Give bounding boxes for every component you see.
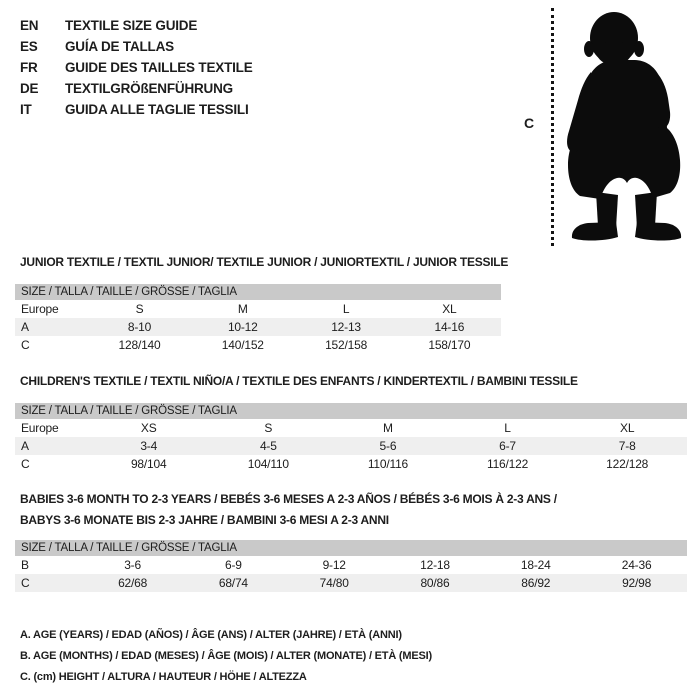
size-cell: 9-12 — [322, 558, 346, 572]
table-row — [15, 574, 687, 592]
junior-size-table — [15, 284, 501, 354]
toddler-silhouette-icon — [560, 2, 700, 245]
size-cell: 5-6 — [328, 437, 448, 455]
size-cell: 7-8 — [567, 437, 687, 455]
language-code: FR — [20, 60, 38, 75]
language-title: TEXTILE SIZE GUIDE — [65, 18, 198, 33]
section-title-line: CHILDREN'S TEXTILE / TEXTIL NIÑO/A / TEXTILE DES ENFANTS / KINDERTEXTIL / BAMBINI TESSILE — [20, 374, 578, 388]
size-cell: 122/128 — [606, 457, 649, 471]
size-cell: XL — [620, 421, 635, 435]
size-cell: 62/68 — [82, 574, 183, 592]
size-cell: 68/74 — [183, 574, 284, 592]
size-cell: M — [237, 302, 248, 316]
language-row — [20, 36, 253, 57]
row-label: B — [21, 558, 29, 572]
row-label: Europe — [21, 421, 59, 435]
size-cell: 14-16 — [398, 318, 501, 336]
size-cell: 80/86 — [385, 574, 486, 592]
table-row — [15, 437, 687, 455]
row-label: C — [21, 457, 30, 471]
legend-note-c: C. (cm) HEIGHT / ALTURA / HAUTEUR / HÖHE / ALTEZZA — [20, 671, 307, 683]
size-cell: 6-9 — [225, 558, 242, 572]
language-code: EN — [20, 18, 39, 33]
size-cell: 116/122 — [486, 457, 529, 471]
size-cell: XS — [140, 421, 157, 435]
height-dotted-line — [551, 8, 554, 246]
size-cell: 158/170 — [428, 338, 471, 352]
size-cell: 98/104 — [130, 457, 167, 471]
row-label: A — [15, 318, 88, 336]
size-cell: 3-6 — [124, 558, 141, 572]
language-row — [20, 78, 253, 99]
size-table-header: SIZE / TALLA / TAILLE / GRÖSSE / TAGLIA — [15, 403, 687, 419]
language-title: TEXTILGRÖßENFÜHRUNG — [65, 81, 233, 96]
table-row — [15, 336, 501, 354]
legend-notes — [20, 625, 432, 688]
size-cell: L — [504, 421, 511, 435]
size-cell: 8-10 — [88, 318, 191, 336]
legend-note-a: A. AGE (YEARS) / EDAD (AÑOS) / ÂGE (ANS) / ALTER (JAHRE) / ETÀ (ANNI) — [20, 629, 402, 641]
section-title-line: BABYS 3-6 MONATE BIS 2-3 JAHRE / BAMBINI 3-6 MESI A 2-3 ANNI — [20, 513, 389, 527]
row-label: Europe — [21, 302, 59, 316]
row-label: C — [21, 338, 30, 352]
section-title-junior — [20, 252, 508, 273]
table-row — [15, 300, 501, 318]
language-code: DE — [20, 81, 39, 96]
section-title-children — [20, 371, 578, 392]
size-cell: 152/158 — [325, 338, 368, 352]
section-title-line: BABIES 3-6 MONTH TO 2-3 YEARS / BEBÉS 3-6 MESES A 2-3 AÑOS / BÉBÉS 3-6 MOIS À 2-3 ANS / — [20, 492, 557, 506]
size-cell: 110/116 — [367, 457, 409, 471]
table-row — [15, 556, 687, 574]
size-cell: 4-5 — [209, 437, 329, 455]
babies-size-table — [15, 540, 687, 592]
size-table-header: SIZE / TALLA / TAILLE / GRÖSSE / TAGLIA — [15, 540, 687, 556]
language-code: ES — [20, 39, 38, 54]
size-cell: 74/80 — [284, 574, 385, 592]
children-size-table — [15, 403, 687, 473]
size-cell: 140/152 — [221, 338, 264, 352]
table-row — [15, 318, 501, 336]
row-label: A — [15, 437, 89, 455]
size-cell: L — [342, 302, 350, 316]
size-cell: 24-36 — [621, 558, 652, 572]
size-cell: 92/98 — [586, 574, 687, 592]
language-title: GUÍA DE TALLAS — [65, 39, 174, 54]
size-cell: 12-18 — [420, 558, 450, 572]
size-cell: M — [383, 421, 393, 435]
size-cell: 10-12 — [191, 318, 294, 336]
legend-note-b: B. AGE (MONTHS) / EDAD (MESES) / ÂGE (MOIS) / ALTER (MONATE) / ETÀ (MESI) — [20, 650, 432, 662]
size-cell: XL — [442, 302, 457, 316]
section-title-line: JUNIOR TEXTILE / TEXTIL JUNIOR/ TEXTILE JUNIOR / JUNIORTEXTIL / JUNIOR TESSILE — [20, 255, 509, 269]
table-row — [15, 455, 687, 473]
size-cell: 86/92 — [485, 574, 586, 592]
size-cell: S — [264, 421, 273, 435]
language-title: GUIDA ALLE TAGLIE TESSILI — [65, 102, 249, 117]
height-measure-label: C — [524, 115, 535, 131]
size-cell: S — [135, 302, 144, 316]
language-row — [20, 99, 253, 120]
language-row — [20, 57, 253, 78]
table-row — [15, 419, 687, 437]
size-table-header: SIZE / TALLA / TAILLE / GRÖSSE / TAGLIA — [15, 284, 501, 300]
row-label: C — [15, 574, 82, 592]
section-title-babies — [20, 489, 557, 531]
language-list — [20, 15, 253, 120]
size-cell: 12-13 — [294, 318, 397, 336]
language-row — [20, 15, 253, 36]
size-cell: 104/110 — [247, 457, 289, 471]
language-title: GUIDE DES TAILLES TEXTILE — [65, 60, 253, 75]
size-cell: 6-7 — [448, 437, 568, 455]
language-code: IT — [20, 102, 32, 117]
size-cell: 3-4 — [89, 437, 209, 455]
baby-figure — [518, 2, 700, 248]
size-cell: 18-24 — [520, 558, 551, 572]
size-cell: 128/140 — [118, 338, 161, 352]
